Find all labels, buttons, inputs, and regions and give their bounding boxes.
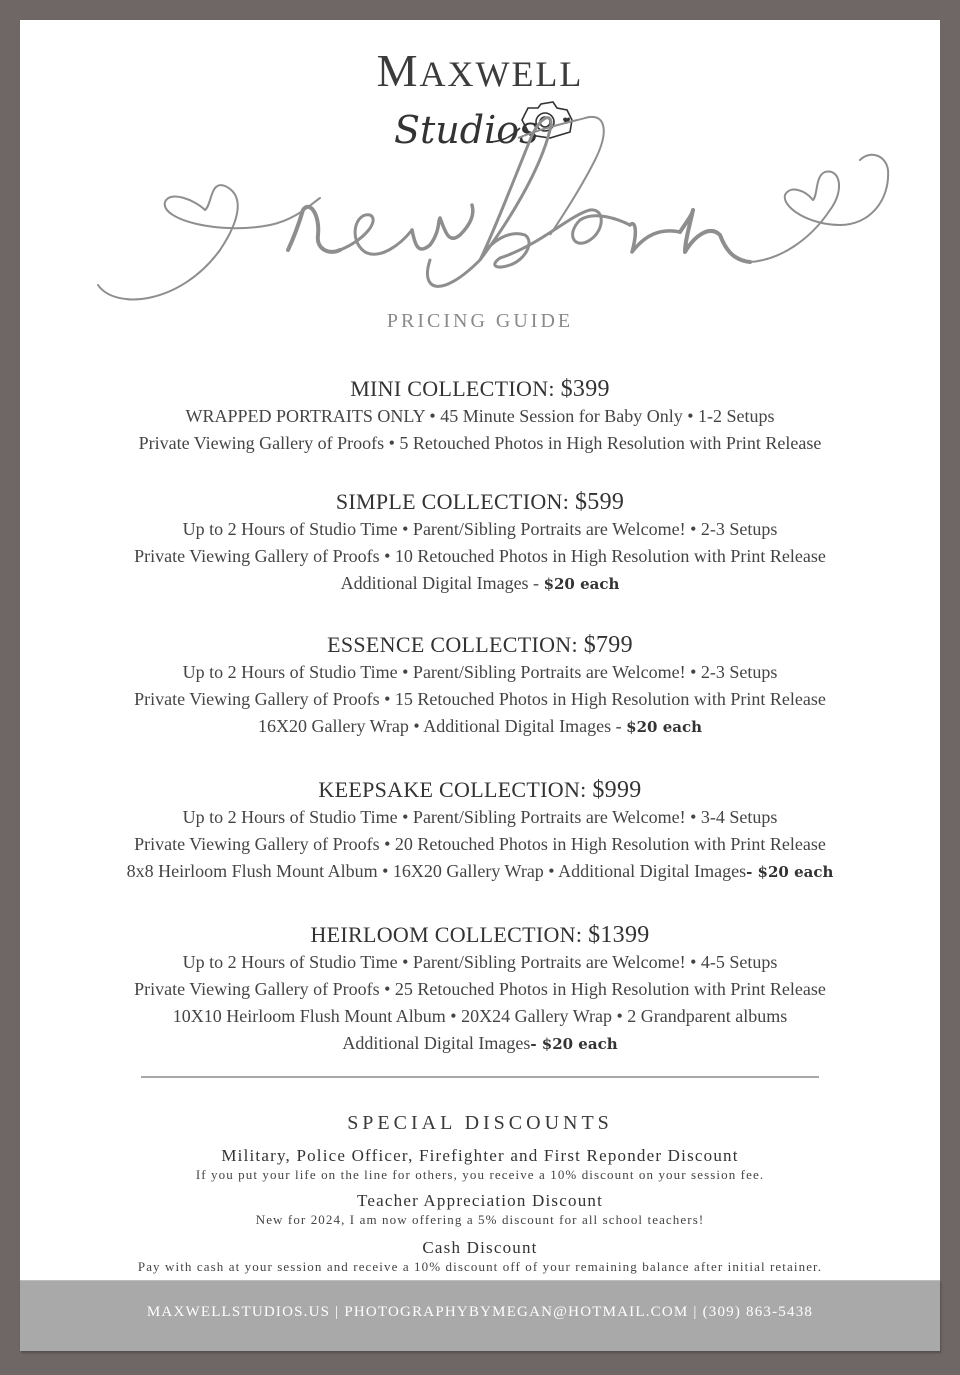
collection-feature-line xyxy=(20,659,940,686)
feature-text: Up to 2 Hours of Studio Time • Parent/Sibling Portraits are Welcome! • 2-3 Setups xyxy=(182,519,778,539)
collection-feature-line xyxy=(20,858,940,886)
collection-name: ESSENCE COLLECTION: xyxy=(327,632,578,657)
pricing-guide-subtitle: PRICING GUIDE xyxy=(386,310,574,332)
email-link[interactable]: PHOTOGRAPHYBYMEGAN@HOTMAIL.COM xyxy=(344,1304,689,1320)
discount-military xyxy=(20,1145,940,1183)
collection-price: $799 xyxy=(583,632,633,658)
collection-price: $999 xyxy=(592,777,642,803)
collection-feature-line xyxy=(20,543,940,570)
collection-name: KEEPSAKE COLLECTION: xyxy=(318,777,587,802)
collection-feature-line xyxy=(20,713,940,741)
collection-keepsake xyxy=(20,776,940,886)
feature-text: Up to 2 Hours of Studio Time • Parent/Sibling Portraits are Welcome! • 2-3 Setups xyxy=(182,662,778,682)
feature-text: 10X10 Heirloom Flush Mount Album • 20X24 Gallery Wrap • 2 Grandparent albums xyxy=(172,1006,788,1026)
discount-description: If you put your life on the line for others, you receive a 10% discount on your session fee. xyxy=(195,1167,765,1182)
discount-teacher xyxy=(20,1190,940,1228)
discount-title: Cash Discount xyxy=(422,1238,538,1257)
feature-text: Additional Digital Images xyxy=(342,1033,531,1053)
feature-text: Up to 2 Hours of Studio Time • Parent/Sibling Portraits are Welcome! • 3-4 Setups xyxy=(182,807,778,827)
discount-title: Teacher Appreciation Discount xyxy=(356,1191,604,1210)
pricing-guide-card xyxy=(20,20,940,1350)
separator: | xyxy=(330,1304,345,1320)
feature-text: Private Viewing Gallery of Proofs • 10 Retouched Photos in High Resolution with Print Release xyxy=(134,546,826,566)
collection-essence xyxy=(20,631,940,741)
feature-text: Private Viewing Gallery of Proofs • 15 Retouched Photos in High Resolution with Print Release xyxy=(134,689,826,709)
website-link[interactable]: MAXWELLSTUDIOS.US xyxy=(146,1304,331,1320)
feature-text: 16X20 Gallery Wrap • Additional Digital Images - xyxy=(257,716,627,736)
collection-feature-line xyxy=(20,570,940,598)
collection-feature-line xyxy=(20,516,940,543)
additional-price: - $20 each xyxy=(746,863,834,881)
additional-price: - $20 each xyxy=(530,1035,618,1053)
brand-name-initial: M xyxy=(376,45,420,96)
collection-title xyxy=(20,488,940,516)
collection-feature-line xyxy=(20,403,940,430)
discount-description: Pay with cash at your session and receive a 10% discount off of your remaining balance after initial retainer. xyxy=(137,1259,823,1274)
brand-subname: Studios xyxy=(394,108,539,152)
feature-text: Up to 2 Hours of Studio Time • Parent/Sibling Portraits are Welcome! • 4-5 Setups xyxy=(182,952,778,972)
collection-feature-line xyxy=(20,1003,940,1030)
collection-price: $1399 xyxy=(588,922,650,948)
feature-text: Private Viewing Gallery of Proofs • 20 Retouched Photos in High Resolution with Print Release xyxy=(134,834,826,854)
collection-title xyxy=(20,776,940,804)
separator: | xyxy=(688,1304,703,1320)
feature-text: 8x8 Heirloom Flush Mount Album • 16X20 Gallery Wrap • Additional Digital Images xyxy=(126,861,747,881)
discount-description: New for 2024, I am now offering a 5% discount for all school teachers! xyxy=(255,1212,705,1227)
collection-feature-line xyxy=(20,804,940,831)
collection-title xyxy=(20,375,940,403)
feature-text: Private Viewing Gallery of Proofs • 25 Retouched Photos in High Resolution with Print Release xyxy=(134,979,826,999)
newborn-script-title xyxy=(20,20,940,320)
phone-number[interactable]: (309) 863-5438 xyxy=(702,1304,814,1320)
collection-feature-line xyxy=(20,686,940,713)
feature-text: Private Viewing Gallery of Proofs • 5 Retouched Photos in High Resolution with Print Release xyxy=(138,433,822,453)
special-discounts-heading: SPECIAL DISCOUNTS xyxy=(347,1112,613,1134)
collection-feature-line xyxy=(20,831,940,858)
additional-price: $20 each xyxy=(626,718,702,736)
brand-name-rest: AXWELL xyxy=(419,54,584,94)
feature-text: Additional Digital Images - xyxy=(340,573,544,593)
contact-footer xyxy=(20,1280,940,1351)
discount-cash xyxy=(20,1237,940,1275)
camera-heart-icon xyxy=(488,102,572,142)
section-divider xyxy=(141,1076,819,1078)
collection-title xyxy=(20,631,940,659)
contact-info xyxy=(20,1302,940,1322)
collection-name: HEIRLOOM COLLECTION: xyxy=(310,922,583,947)
discount-title: Military, Police Officer, Firefighter and First Reponder Discount xyxy=(221,1146,739,1165)
collection-feature-line xyxy=(20,976,940,1003)
collection-simple xyxy=(20,488,940,598)
feature-text: WRAPPED PORTRAITS ONLY • 45 Minute Session for Baby Only • 1-2 Setups xyxy=(185,406,775,426)
collection-mini xyxy=(20,375,940,457)
collection-title xyxy=(20,921,940,949)
collection-feature-line xyxy=(20,430,940,457)
collection-name: MINI COLLECTION: xyxy=(350,376,555,401)
additional-price: $20 each xyxy=(543,575,620,593)
collection-feature-line xyxy=(20,949,940,976)
collection-name: SIMPLE COLLECTION: xyxy=(335,489,570,514)
collection-feature-line xyxy=(20,1030,940,1058)
collection-price: $399 xyxy=(560,376,610,402)
collection-heirloom xyxy=(20,921,940,1058)
collection-price: $599 xyxy=(574,489,625,515)
